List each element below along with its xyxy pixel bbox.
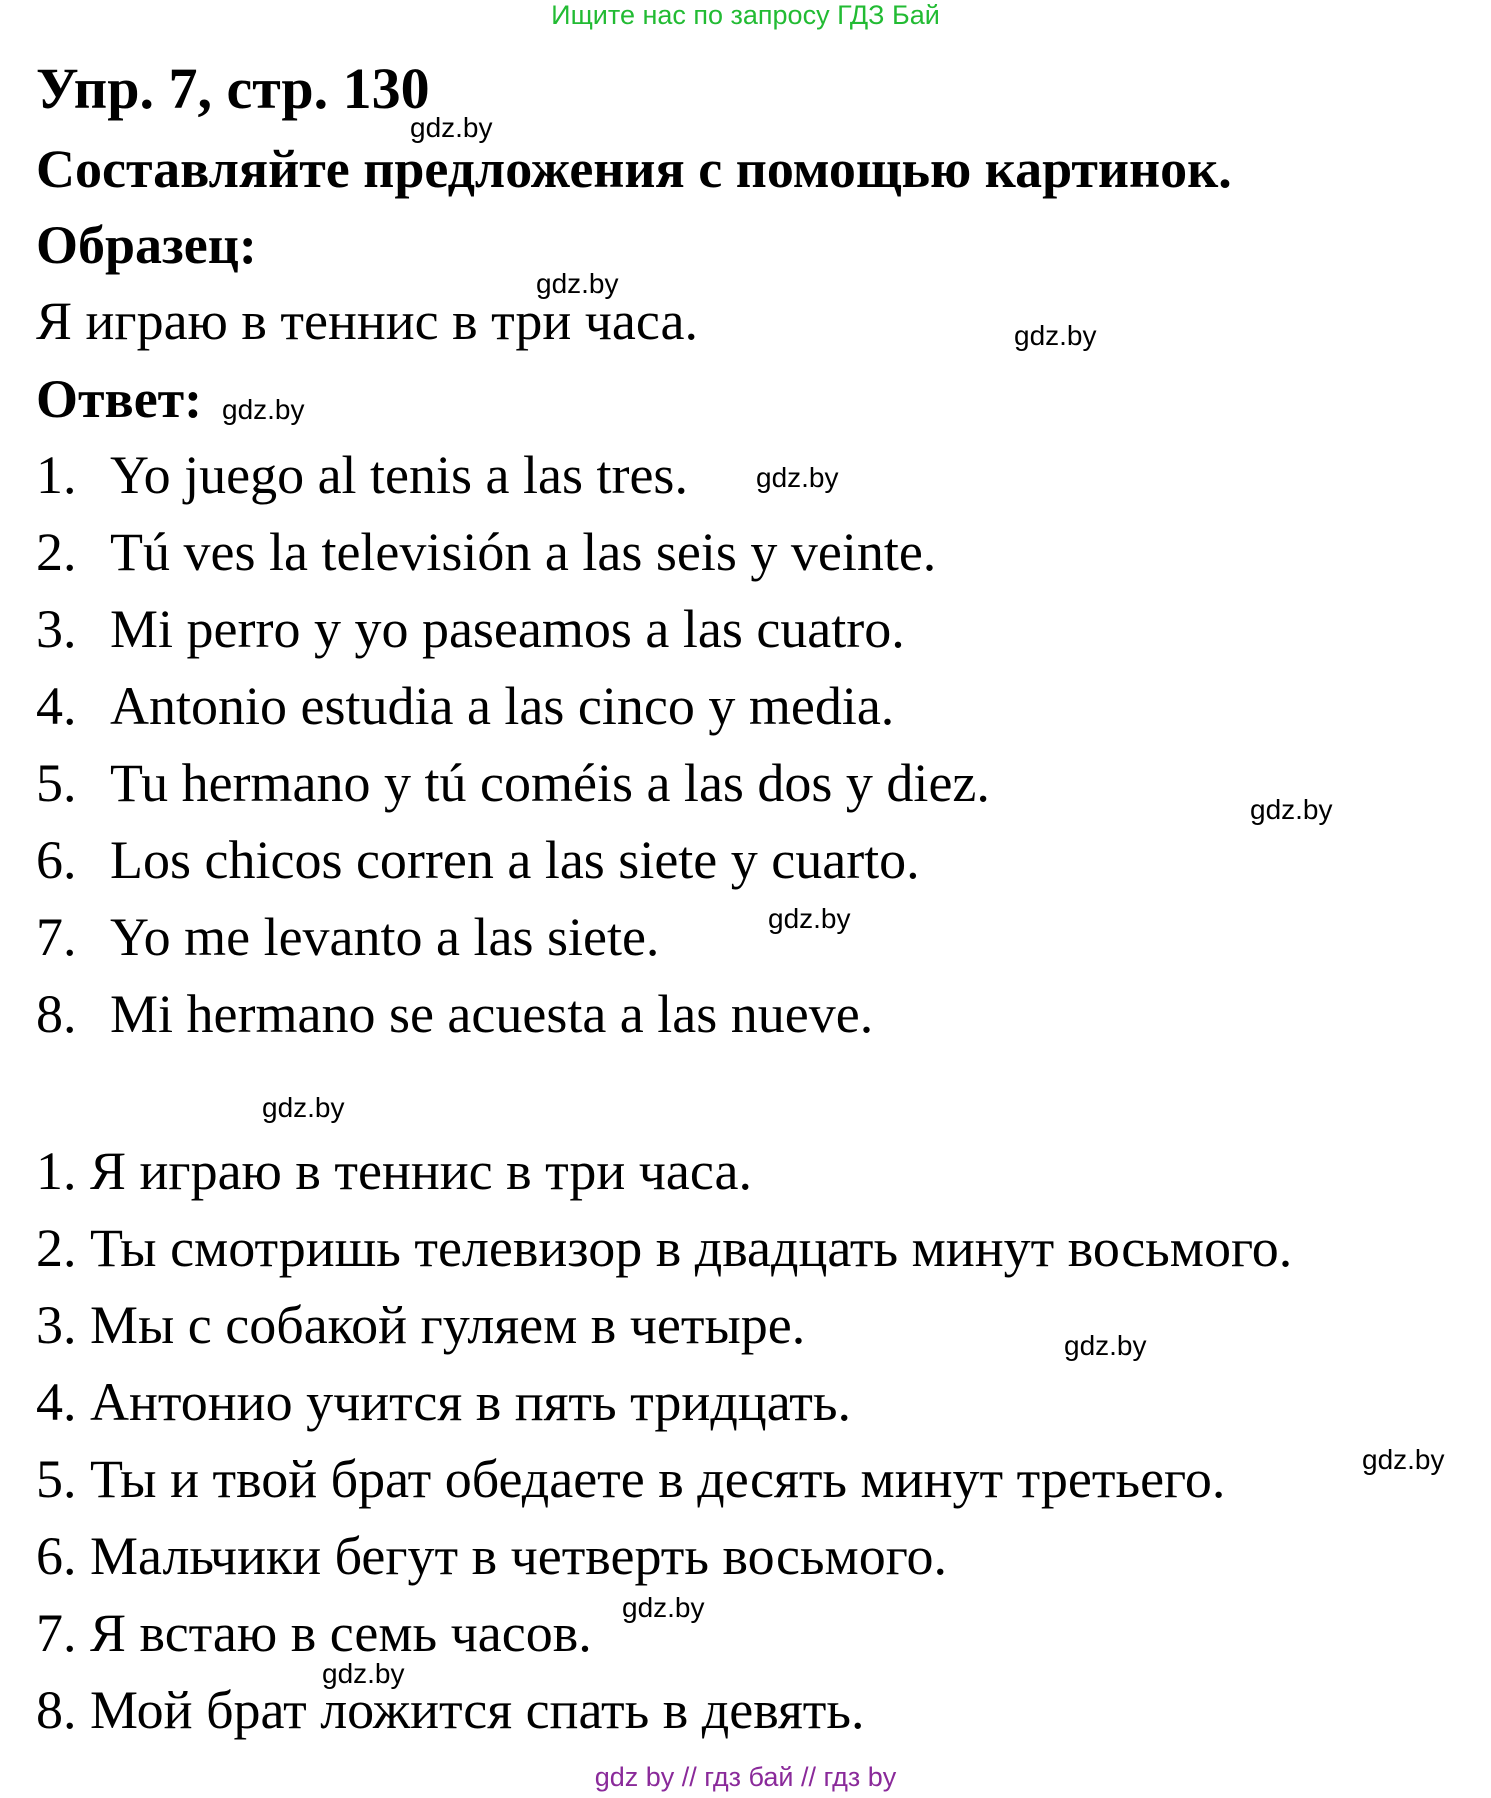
answer-text: Yo me levanto a las siete. — [110, 907, 660, 967]
answer-number: 7. — [36, 907, 77, 967]
translation-line: 4. Антонио учится в пять тридцать. — [36, 1372, 851, 1432]
watermark: gdz.by — [1014, 320, 1097, 351]
watermark: gdz.by — [1250, 794, 1333, 825]
answer-number: 5. — [36, 753, 77, 813]
translation-line: 1. Я играю в теннис в три часа. — [36, 1141, 752, 1201]
top-banner: Ищите нас по запросу ГДЗ Бай — [551, 0, 940, 30]
translation-line: 3. Мы с собакой гуляем в четыре. — [36, 1295, 806, 1355]
exercise-title: Упр. 7, стр. 130 — [36, 56, 430, 121]
watermark: gdz.by — [1064, 1330, 1147, 1361]
watermark: gdz.by — [768, 903, 851, 934]
watermark: gdz.by — [756, 462, 839, 493]
answer-number: 2. — [36, 522, 77, 582]
translation-line: 8. Мой брат ложится спать в девять. — [36, 1680, 865, 1740]
sample-text: Я играю в теннис в три часа. — [36, 291, 698, 351]
watermark: gdz.by — [622, 1592, 705, 1623]
sample-label: Образец: — [36, 215, 257, 275]
answer-text: Antonio estudia a las cinco y media. — [110, 676, 895, 736]
answer-number: 4. — [36, 676, 77, 736]
watermark: gdz.by — [262, 1092, 345, 1123]
answer-number: 8. — [36, 984, 77, 1044]
watermark: gdz.by — [410, 112, 493, 143]
answer-number: 1. — [36, 445, 77, 505]
translation-line: 5. Ты и твой брат обедаете в десять минут третьего. — [36, 1449, 1226, 1509]
footer-links: gdz by // гдз бай // гдз by — [594, 1762, 897, 1792]
translation-line: 2. Ты смотришь телевизор в двадцать минут восьмого. — [36, 1218, 1293, 1278]
answer-number: 6. — [36, 830, 77, 890]
watermark: gdz.by — [222, 394, 305, 425]
answer-text: Tú ves la televisión a las seis y veinte. — [110, 522, 937, 582]
translation-line: 7. Я встаю в семь часов. — [36, 1603, 592, 1663]
task-instruction: Составляйте предложения с помощью картинок. — [36, 139, 1232, 199]
translation-line: 6. Мальчики бегут в четверть восьмого. — [36, 1526, 948, 1586]
watermark: gdz.by — [536, 268, 619, 299]
answer-number: 3. — [36, 599, 77, 659]
answer-text: Los chicos corren a las siete y cuarto. — [110, 830, 920, 890]
answer-label: Ответ: — [36, 369, 203, 429]
answer-text: Tu hermano y tú coméis a las dos y diez. — [110, 753, 990, 813]
answer-text: Mi hermano se acuesta a las nueve. — [110, 984, 874, 1044]
watermark: gdz.by — [322, 1658, 405, 1689]
answer-text: Yo juego al tenis a las tres. — [110, 445, 688, 505]
watermark: gdz.by — [1362, 1444, 1445, 1475]
answer-text: Mi perro y yo paseamos a las cuatro. — [110, 599, 905, 659]
